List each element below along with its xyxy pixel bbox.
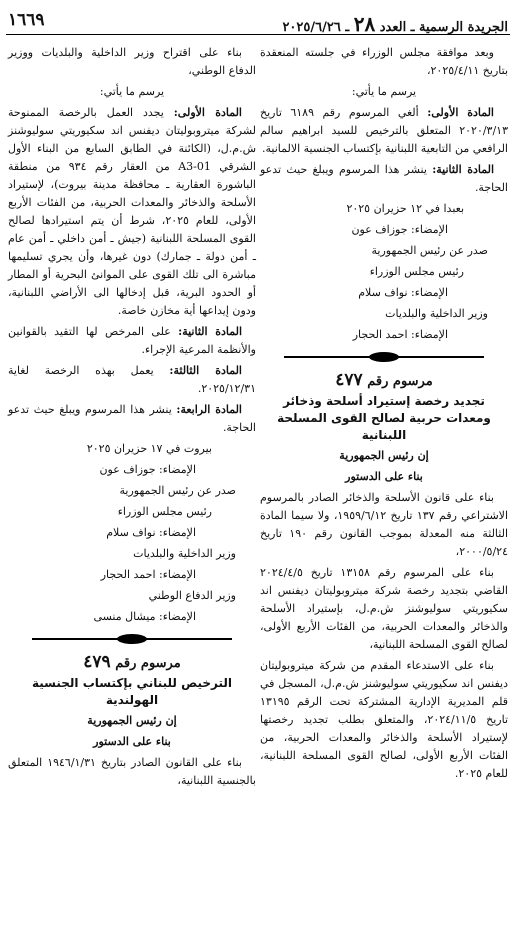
article-text: ينشر هذا المرسوم ويبلغ حيث تدعو الحاجة. [8, 403, 256, 434]
signature: الإمضاء: نواف سلام [358, 286, 448, 299]
issue-number: ٢٨ [353, 12, 376, 36]
pm-title: رئيس مجلس الوزراء [369, 265, 464, 278]
signature: الإمضاء: احمد الحجار [352, 328, 448, 341]
gazette-name: الجريدة الرسمية ـ العدد [379, 20, 508, 35]
right-column [260, 44, 508, 930]
constitution-line: بناء على الدستور [93, 735, 171, 748]
place-date: بعبدا في ١٢ حزيران ٢٠٢٥ [346, 202, 464, 215]
article-label: المادة الثانية: [178, 325, 243, 338]
signature: الإمضاء: ميشال منسى [93, 610, 196, 623]
minister-title: وزير الدفاع الوطني [148, 589, 236, 602]
decree-title [260, 370, 508, 390]
constitution-line: بناء على الدستور [345, 470, 423, 483]
article-2 [8, 323, 256, 359]
article-text: على المرخص لها التقيد بالقوانين والأنظمة المرعية الإجراء. [8, 325, 256, 356]
article-text: يجدد العمل بالرخصة الممنوحة لشركة ميتروبوليتان ديفنس اند سكيوريتي سوليوشنز ش.م.ل، (الكائنة في الطابق السابع من البناء الأول الشرقي A3-01 من العقار رقم ٩٣٤ من منطقة الباشورة العقارية ـ محافظة مدينة بيروت)، لإستيراد الأسلحة والذخائر والمعدات الحربية، من الفئات الأربع الأولى، للعام ٢٠٢٥، شرط أن يتم استيرادها لصالح القوى المسلحة اللبنانية (جيش ـ أمن داخلي ـ أمن عام ـ أمن دولة ـ جمارك) دون غيرها، وأن يجري تسليمها مباشرة الى تلك القوى على الموانئ البحرية أو المطار أو الحدود البرية، قبل إدخالها الى الأراضي اللبنانية، ودون إيداعها أية مخازن خاصة. [8, 106, 256, 317]
decree-subject: تجديد رخصة إستيراد أسلحة وذخائر ومعدات حربية لصالح القوى المسلحة اللبنانية [277, 394, 491, 442]
issued-by: صدر عن رئيس الجمهورية [119, 484, 236, 497]
article-text: ألغي المرسوم رقم ٦١٨٩ تاريخ ٢٠٢٠/٣/١٣ المتعلق بالترخيص للسيد ابراهيم سالم الرافعي من التابعية اللبنانية بإكتساب الجنسية الالمانية. [260, 106, 508, 155]
decrees-heading: يرسم ما يأتي: [99, 85, 165, 98]
paragraph: بناء على الاستدعاء المقدم من شركة ميتروبوليتان ديفنس اند سكيوريتي سوليوشنز ش.م.ل، المسجل في قلم المديرية الإدارية المشتركة تحت الرقم ١٣١٩٥ تاريخ ٢٠٢٤/١١/٥، والمتعلق بطلب تجديد رخصتها لإستيراد الأسلحة والذخائر والمعدات الحربية، من الفئات الأربع الأولى، لصالح القوى المسلحة اللبنانية، للعام ٢٠٢٥. [260, 659, 509, 780]
president-line: إن رئيس الجمهورية [339, 449, 429, 462]
section-divider [32, 634, 232, 644]
page-number: ١٦٦٩ [8, 10, 45, 30]
decree-label: مرسوم رقم [367, 374, 433, 389]
decree-number: ٤٧٩ [83, 652, 111, 672]
paragraph: بناء على اقتراح وزير الداخلية والبلديات ووزير الدفاع الوطني، [8, 46, 256, 77]
decree-subject: الترخيص للبناني بإكتساب الجنسية الهولندية [31, 676, 232, 707]
place-date: بيروت في ١٧ حزيران ٢٠٢٥ [86, 442, 212, 455]
decree-label: مرسوم رقم [115, 656, 181, 671]
signature: الإمضاء: جوزاف عون [351, 223, 448, 236]
signature: الإمضاء: جوزاف عون [99, 463, 196, 476]
paragraph: بناء على القانون الصادر بتاريخ ١٩٤٦/١/٣١ المتعلق بالجنسية اللبنانية، [8, 756, 256, 787]
article-4 [8, 401, 256, 437]
pm-title: رئيس مجلس الوزراء [117, 505, 212, 518]
decree-number: ٤٧٧ [335, 370, 363, 390]
paragraph: وبعد موافقة مجلس الوزراء في جلسته المنعقدة بتاريخ ٢٠٢٥/٤/١١، [260, 46, 508, 77]
article-1 [8, 104, 256, 320]
left-column [8, 44, 256, 930]
article-1 [260, 104, 508, 158]
section-divider [284, 352, 484, 362]
article-2 [260, 161, 508, 197]
decrees-heading: يرسم ما يأتي: [351, 85, 417, 98]
article-label: المادة الثانية: [432, 163, 494, 176]
article-text: يعمل بهذه الرخصة لغاية ٢٠٢٥/١٢/٣١. [8, 364, 256, 395]
signature: الإمضاء: نواف سلام [106, 526, 196, 539]
page-header [6, 10, 510, 35]
article-label: المادة الأولى: [173, 106, 242, 119]
article-label: المادة الثالثة: [169, 364, 242, 377]
president-line: إن رئيس الجمهورية [87, 714, 177, 727]
article-3 [8, 362, 256, 398]
paragraph: بناء على المرسوم رقم ١٣١٥٨ تاريخ ٢٠٢٤/٤/٥ القاضي بتجديد رخصة شركة ميتروبوليتان ديفنس اند سكيوريتي سوليوشنز ش.م.ل، بإستيراد الأسلحة والذخائر والمعدات الحربية، من الفئات الأربع الأولى، لصالح القوى المسلحة اللبنانية، [260, 566, 508, 651]
article-label: المادة الرابعة: [176, 403, 242, 416]
article-text: ينشر هذا المرسوم ويبلغ حيث تدعو الحاجة. [260, 163, 508, 194]
article-label: المادة الأولى: [427, 106, 494, 119]
decree-title [8, 652, 256, 672]
issued-by: صدر عن رئيس الجمهورية [371, 244, 488, 257]
gazette-title [282, 12, 508, 36]
issue-date: ـ ٢٠٢٥/٦/٢٦ [282, 20, 350, 35]
signature: الإمضاء: احمد الحجار [100, 568, 196, 581]
minister-title: وزير الداخلية والبلديات [133, 547, 236, 560]
paragraph: بناء على قانون الأسلحة والذخائر الصادر بالمرسوم الاشتراعي رقم ١٣٧ تاريخ ١٩٥٩/٦/١٢، ولا سيما المادة الثالثة منه المعدلة بموجب القانون رقم ١٩٠ تاريخ ٢٠٠٠/٥/٢٤، [260, 491, 509, 558]
minister-title: وزير الداخلية والبلديات [385, 307, 488, 320]
